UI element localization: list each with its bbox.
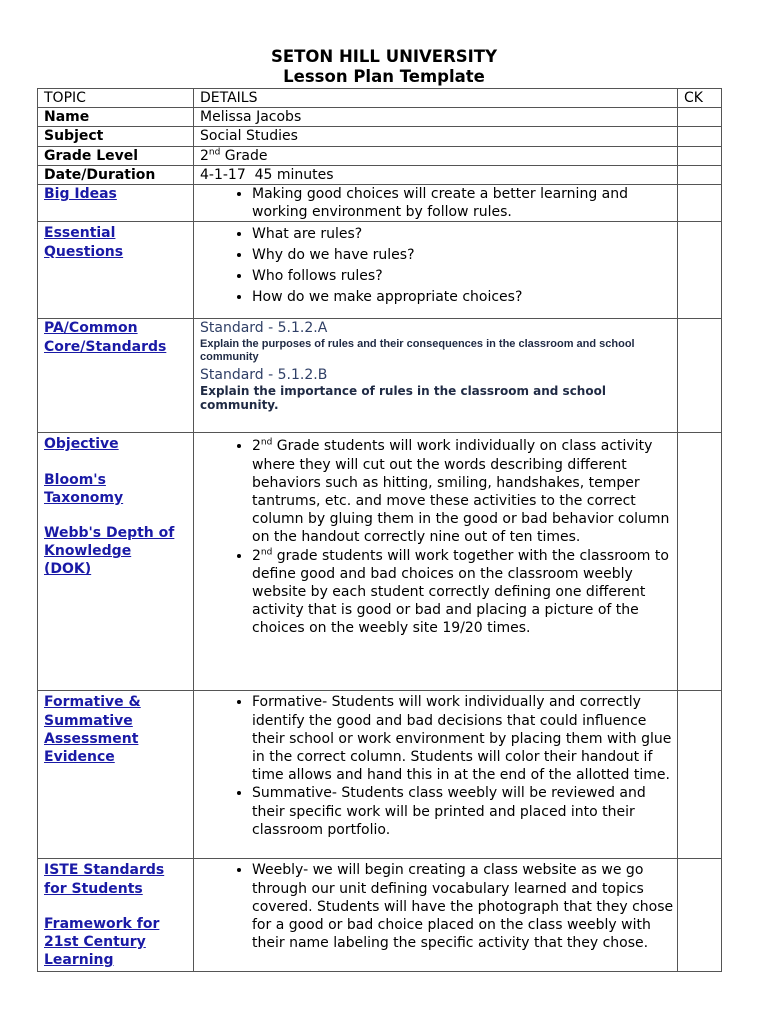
objective-row [38,433,722,691]
iste-details [194,859,678,972]
list-item: • How do we make appropriate choices? [252,287,677,308]
date-label: Date/Duration [38,165,194,184]
name-label: Name [38,108,194,127]
assessment-row [38,691,722,859]
list-item: • Making good choices will create a better learning and working environment by follow rules. [252,185,677,221]
essential-label-cell [38,222,194,319]
ck-cell [678,859,722,972]
essential-details [194,222,678,319]
date-value: 4-1-17 45 minutes [194,165,678,184]
objective-label-cell [38,433,194,691]
subject-label: Subject [38,127,194,146]
standard-2-heading: Standard - 5.1.2.B [200,366,328,383]
framework-21st-century-link[interactable]: Framework for 21st Century Learning [44,915,160,969]
grade-value: 2nd Grade [194,146,678,165]
assessment-link[interactable]: Formative & Summative Assessment Evidence [44,694,141,766]
ck-cell [678,165,722,184]
ck-cell [678,691,722,859]
header-topic: TOPIC [38,89,194,108]
essential-questions-row [38,222,722,319]
iste-standards-link[interactable]: ISTE Standards for Students [44,862,165,897]
standards-details [194,319,678,433]
list-item: • Why do we have rules? [252,245,677,266]
list-item: • What are rules? [252,224,677,245]
grade-row [38,146,722,165]
blooms-taxonomy-link[interactable]: Bloom's Taxonomy [44,471,124,506]
subject-value: Social Studies [194,127,678,146]
name-row [38,108,722,127]
big-ideas-link[interactable]: Big Ideas [44,186,117,203]
grade-label: Grade Level [38,146,194,165]
big-ideas-label-cell [38,185,194,222]
ck-cell [678,433,722,691]
ck-cell [678,185,722,222]
list-item: • 2nd Grade students will work individually on class activity where they will cut out the words describing different behaviors such as hitting, smiling, handshakes, temper tantrums, etc. and move these activities to the correct column by gluing them in the good or bad behavior column on the handout correctly nine out of ten times. [252,437,677,546]
big-ideas-details [194,185,678,222]
ck-cell [678,319,722,433]
standard-1-heading: Standard - 5.1.2.A [200,320,328,337]
webbs-dok-link[interactable]: Webb's Depth of Knowledge (DOK) [44,525,175,578]
standards-row [38,319,722,433]
standards-link[interactable]: PA/Common Core/Standards [44,320,167,355]
big-ideas-row [38,185,722,222]
ck-cell [678,127,722,146]
list-item: • 2nd grade students will work together with the classroom to define good and bad choices on the classroom weebly website by each student correctly defining one different activity that is good or bad and placing a picture of the choices on the weebly site 19/20 times. [252,547,677,638]
essential-questions-link[interactable]: Essential Questions [44,225,124,260]
list-item: • Weebly- we will begin creating a class website as we go through our unit defining vocabulary learned and topics covered. Students will have the photograph that they chose for a good or bad choice placed on the class weebly with their name labeling the specific activity that they chose. [252,861,677,952]
iste-row [38,859,722,972]
list-item: • Summative- Students class weebly will be reviewed and their specific work will be printed and placed into their classroom portfolio. [252,784,677,839]
template-title: Lesson Plan Template [283,67,485,86]
ck-cell [678,108,722,127]
university-title: SETON HILL UNIVERSITY [270,47,498,66]
header-row [38,89,722,108]
objective-link[interactable]: Objective [44,436,119,453]
header-ck: CK [678,89,722,108]
date-row [38,165,722,184]
assessment-label-cell [38,691,194,859]
assessment-details [194,691,678,859]
ck-cell [678,222,722,319]
iste-label-cell [38,859,194,972]
objective-details [194,433,678,691]
ck-cell [678,146,722,165]
list-item: • Formative- Students will work individually and correctly identify the good and bad decisions that could influence their school or work environment by placing them with glue in the correct column. Students will color their handout if time allows and hand this in at the end of the allotted time. [252,693,677,784]
subject-row [38,127,722,146]
list-item: • Who follows rules? [252,266,677,287]
standard-1-text: Explain the purposes of rules and their consequences in the classroom and school community [200,337,635,363]
standards-label-cell [38,319,194,433]
name-value: Melissa Jacobs [194,108,678,127]
lesson-plan-table [37,88,722,972]
standard-2-text: Explain the importance of rules in the classroom and school community. [200,383,606,412]
header-details: DETAILS [194,89,678,108]
